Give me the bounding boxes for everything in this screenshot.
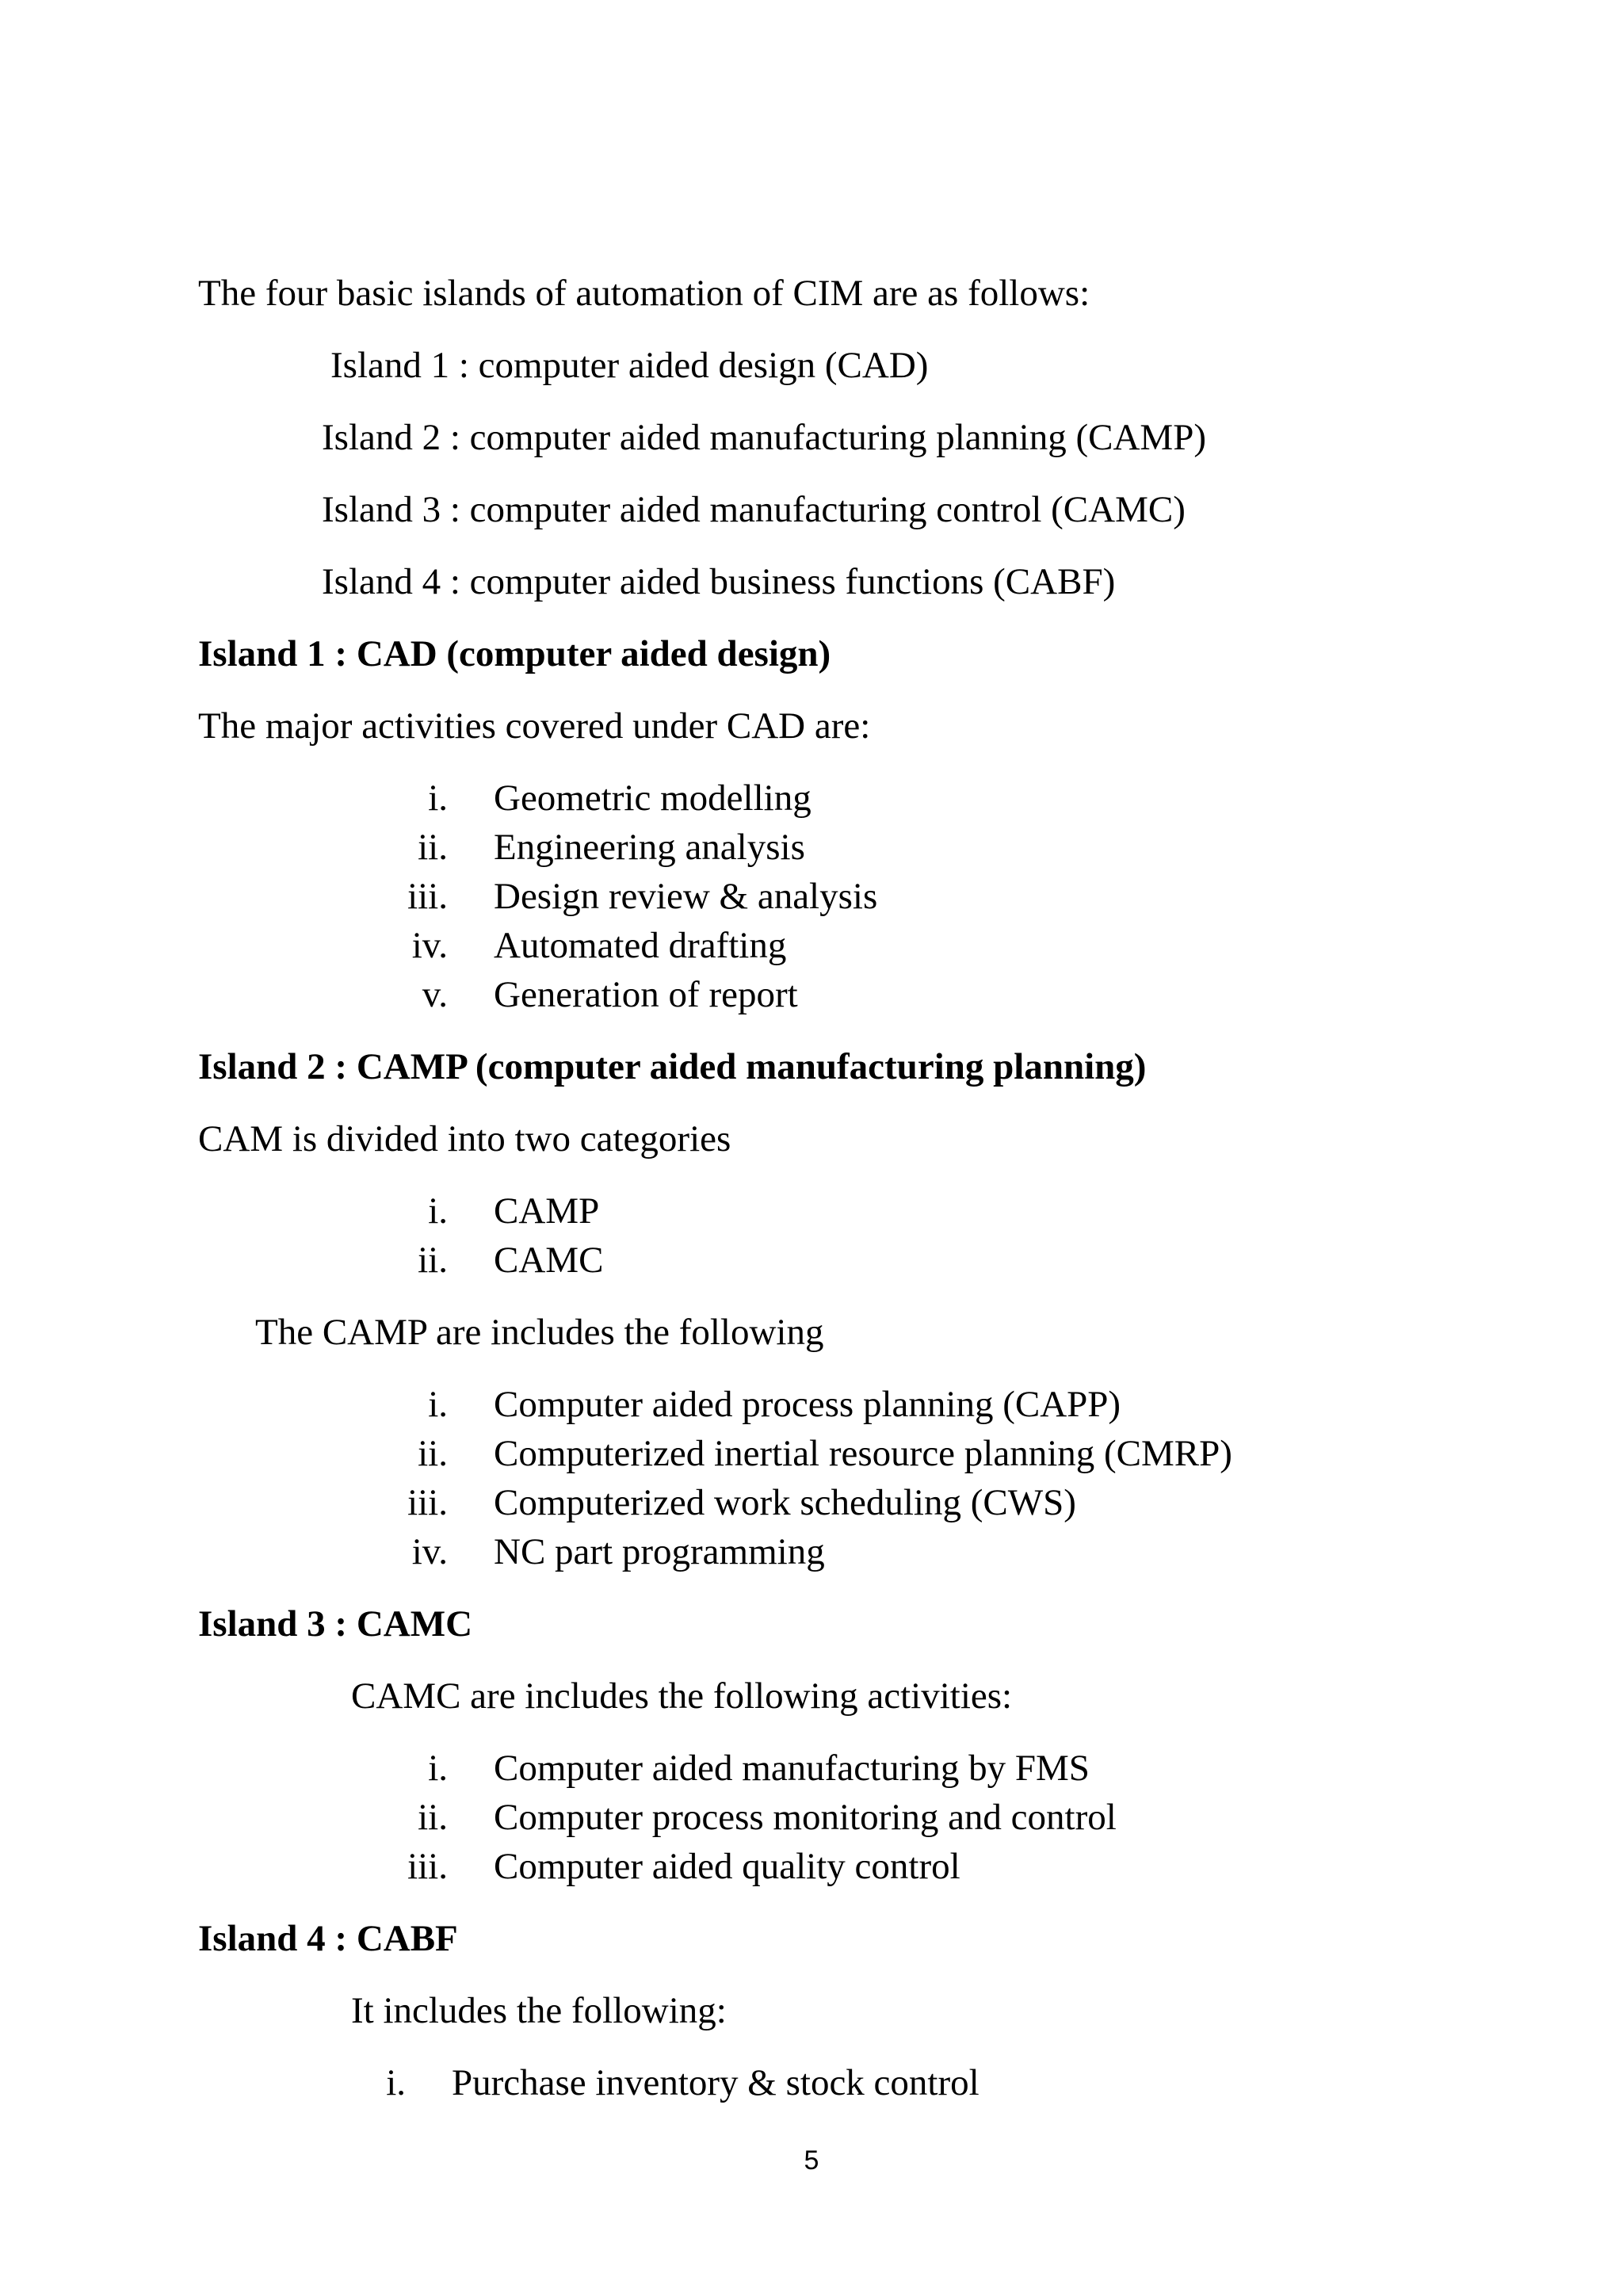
list-item-number: i. xyxy=(428,1190,448,1232)
list-item: Computer aided manufacturing by FMS xyxy=(494,1748,1090,1789)
section-4-intro: It includes the following: xyxy=(351,1990,727,2031)
list-item: CAMC xyxy=(494,1240,604,1281)
list-item: CAMP xyxy=(494,1190,600,1232)
island-overview-4: Island 4 : computer aided business functions (CABF) xyxy=(322,561,1116,602)
list-item: Geometric modelling xyxy=(494,777,812,819)
list-item-number: iii. xyxy=(407,1846,448,1887)
section-heading-island-3: Island 3 : CAMC xyxy=(198,1603,473,1645)
list-item-number: v. xyxy=(422,974,448,1015)
list-item-number: i. xyxy=(428,1384,448,1425)
page-number: 5 xyxy=(804,2145,819,2176)
list-item: Engineering analysis xyxy=(494,827,805,868)
list-item-number: iv. xyxy=(411,1531,448,1572)
list-item: Automated drafting xyxy=(494,925,787,966)
section-heading-island-4: Island 4 : CABF xyxy=(198,1918,458,1959)
list-item-number: ii. xyxy=(418,1797,448,1838)
list-item-number: ii. xyxy=(418,827,448,868)
list-item: Generation of report xyxy=(494,974,798,1015)
section-2-intro-2: The CAMP are includes the following xyxy=(255,1312,824,1353)
island-overview-3: Island 3 : computer aided manufacturing control (CAMC) xyxy=(322,489,1186,530)
island-overview-1: Island 1 : computer aided design (CAD) xyxy=(330,345,929,386)
list-item: Computerized work scheduling (CWS) xyxy=(494,1482,1076,1523)
section-heading-island-1: Island 1 : CAD (computer aided design) xyxy=(198,633,831,674)
list-item: Computerized inertial resource planning (CMRP) xyxy=(494,1433,1232,1474)
list-item-number: i. xyxy=(428,777,448,819)
list-item: Design review & analysis xyxy=(494,876,878,917)
list-item: Purchase inventory & stock control xyxy=(452,2062,980,2103)
list-item-number: ii. xyxy=(418,1433,448,1474)
intro-paragraph: The four basic islands of automation of CIM are as follows: xyxy=(198,273,1090,314)
section-3-intro: CAMC are includes the following activities: xyxy=(351,1675,1013,1717)
list-item: Computer process monitoring and control xyxy=(494,1797,1117,1838)
list-item-number: ii. xyxy=(418,1240,448,1281)
list-item: Computer aided process planning (CAPP) xyxy=(494,1384,1121,1425)
list-item-number: i. xyxy=(428,1748,448,1789)
list-item-number: iv. xyxy=(411,925,448,966)
island-overview-2: Island 2 : computer aided manufacturing planning (CAMP) xyxy=(322,417,1206,458)
list-item-number: iii. xyxy=(407,1482,448,1523)
list-item-number: iii. xyxy=(407,876,448,917)
section-heading-island-2: Island 2 : CAMP (computer aided manufacturing planning) xyxy=(198,1046,1147,1087)
section-2-intro: CAM is divided into two categories xyxy=(198,1118,731,1159)
list-item: NC part programming xyxy=(494,1531,825,1572)
list-item-number: i. xyxy=(386,2062,406,2103)
section-1-intro: The major activities covered under CAD are: xyxy=(198,705,871,747)
list-item: Computer aided quality control xyxy=(494,1846,960,1887)
